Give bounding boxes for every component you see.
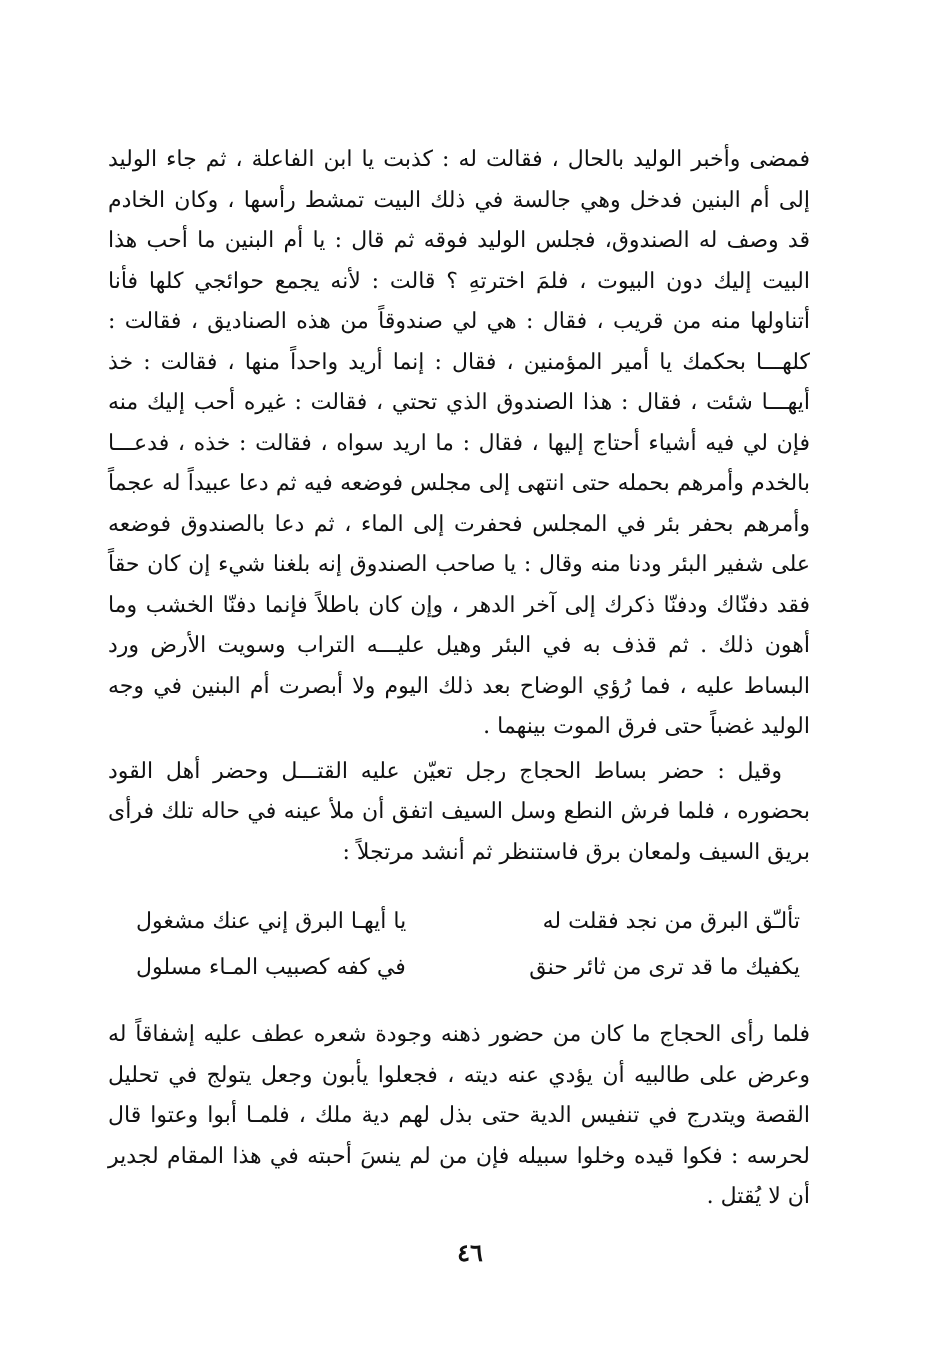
page-body [108, 140, 810, 1290]
verse-2-second-hemistich: في كفه كصبيب المـاء مسلول [136, 955, 406, 980]
verse-1-second-hemistich: يا أيهـا البرق إني عنك مشغول [136, 909, 407, 934]
poem-verse-2 [108, 945, 810, 991]
paragraph-3: فلما رأى الحجاج ما كان من حضور ذهنه وجودة شعره عطف عليه إشفاقاً له وعرض على طالبيه أن يؤدي عنه ديته ، فجعلوا يأبون وجعل يتولج في تحليل القصة ويتدرج في تنفيس الدية حتى بذل لهم دية ملك ، فلمـا أبوا وعتوا قال لحرسه : فكوا قيده وخلوا سبيله فإن من لم ينسَ أحبته في هذا المقام لجدير أن لا يُقتل . [108, 1022, 810, 1209]
poem-verse-1 [108, 899, 810, 945]
paragraph-2: وقيل : حضر بساط الحجاج رجل تعيّن عليه القتـــل وحضر أهل القود بحضوره ، فلما فرش النطع وسل السيف اتفق أن ملأ عينه في حاله تلك فرأى بريق السيف ولمعان برق فاستنظر ثم أنشد مرتجلاً : [108, 758, 810, 865]
page-number: ٤٦ [457, 1238, 483, 1267]
verse-1-first-hemistich: تألـّق البرق من نجد فقلت له [542, 909, 800, 934]
paragraph-1: فمضى وأخبر الوليد بالحال ، فقالت له : كذبت يا ابن الفاعلة ، ثم جاء الوليد إلى أم البنين فدخل وهي جالسة في ذلك البيت تمشط رأسها ، وكان الخادم قد وصف له الصندوق، فجلس الوليد فوقه ثم قال : يا أم البنين ما أحب هذا البيت إليك دون البيوت ، فلمَ اخترتهِ ؟ قالت : لأنه يجمع حوائجي كلها فأنا أتناولها منه من قريب ، فقال : هي لي صندوقاً من هذه الصناديق ، فقالت : كلهـــا بحكمك يا أمير المؤمنين ، فقال : إنما أريد واحداً منها ، فقالت : خذ أيهـــا شئت ، فقال : هذا الصندوق الذي تحتي ، فقالت : غيره أحب إليك منه فإن لي فيه أشياء أحتاج إليها ، فقال : ما اريد سواه ، فقالت : خذه ، فدعـــا بالخدم وأمرهم بحمله حتى انتهى إلى مجلس فوضعه فيه ثم دعا عبيداً له عجماً وأمرهم بحفر بئر في المجلس فحفرت إلى الماء ، ثم دعا بالصندوق فوضعه على شفير البئر ودنا منه وقال : يا صاحب الصندوق إنه بلغنا شيء إن كان حقاً فقد دفنّاك ودفنّا ذكرك إلى آخر الدهر ، وإن كان باطلاً فإنما دفنّا الخشب وما أهون ذلك . ثم قذف به في البئر وهيل عليـــه التراب وسويت الأرض ورد البساط عليه ، فما رُؤي الوضاح بعد ذلك اليوم ولا أبصرت أم البنين في وجه الوليد غضباً حتى فرق الموت بينهما . [108, 147, 811, 739]
poem [108, 899, 810, 991]
verse-2-first-hemistich: يكفيك ما قد ترى من ثائر حنق [529, 955, 800, 980]
